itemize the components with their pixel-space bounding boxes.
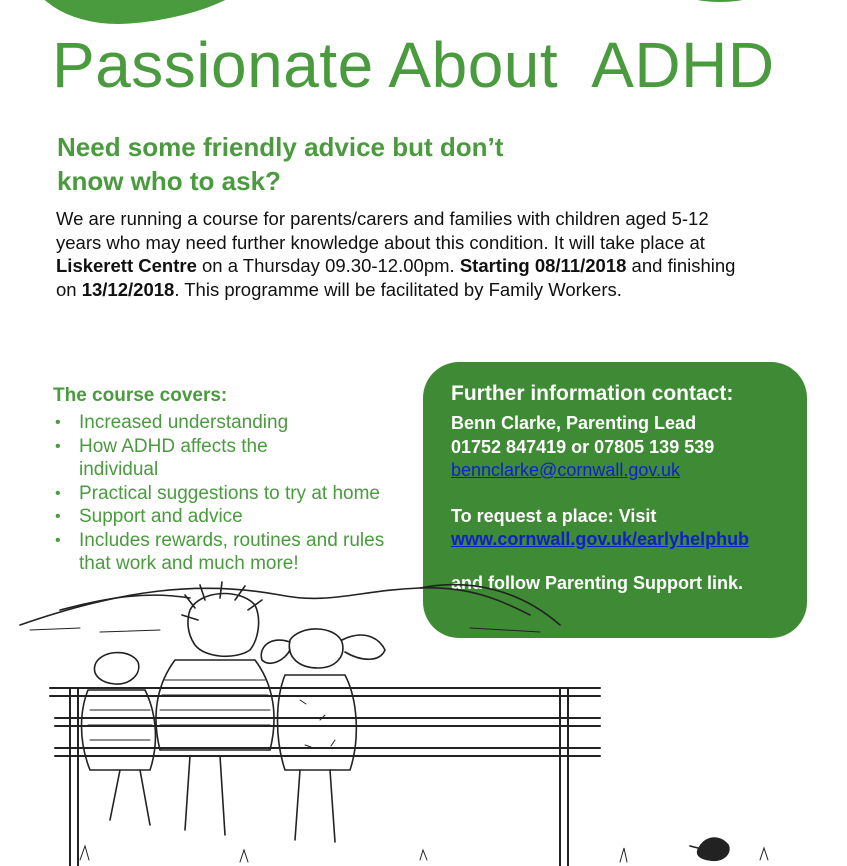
intro-venue: Liskerett Centre — [56, 255, 197, 276]
list-item — [53, 482, 423, 506]
page-title: Passionate About ADHD — [52, 29, 775, 101]
list-item — [53, 505, 423, 529]
follow-link-instruction: and follow Parenting Support link. — [451, 572, 743, 593]
contact-name: Benn Clarke, Parenting Lead — [451, 413, 697, 433]
intro-start-date: 08/11/2018 — [534, 255, 627, 276]
list-item — [53, 435, 309, 482]
children-on-bench-illustration — [0, 570, 847, 866]
list-item — [53, 411, 423, 435]
list-item-text: Support and advice — [79, 506, 243, 527]
subtitle-line-1: Need some friendly advice but don’t — [57, 132, 504, 162]
course-covers-title: The course covers: — [53, 385, 228, 406]
website-link[interactable]: www.cornwall.gov.uk/earlyhelphub — [451, 529, 750, 549]
contact-phones: 01752 847419 or 07805 139 539 — [451, 436, 715, 457]
bullet-icon: • — [55, 414, 61, 431]
bullet-icon: • — [55, 508, 61, 525]
intro-text-3: and finishing on — [56, 255, 736, 300]
intro-text-2: on a Thursday 09.30-12.00pm. — [196, 255, 460, 276]
request-place-label: To request a place: Visit — [451, 505, 657, 526]
intro-text-1: We are running a course for parents/carers and families with children aged 5-12 years who may need further knowledge about this condition. It will take place at — [56, 208, 709, 253]
list-item-text: How ADHD affects the individual — [79, 435, 268, 480]
intro-paragraph — [56, 207, 736, 301]
decorative-swoosh-left — [28, 0, 272, 30]
bullet-icon: • — [55, 437, 61, 455]
course-covers-list — [53, 411, 423, 576]
contact-heading: Further information contact: — [451, 382, 734, 405]
intro-starting-label: Starting — [459, 255, 530, 276]
intro-end-date: 13/12/2018 — [81, 278, 175, 300]
intro-text-4: . This programme will be facilitated by Family Workers. — [174, 278, 622, 300]
list-item-text: Increased understanding — [79, 412, 289, 433]
course-covers-section — [53, 385, 423, 576]
list-item — [53, 529, 409, 576]
contact-email-link[interactable]: bennclarke@cornwall.gov.uk — [451, 460, 681, 480]
list-item-text: Includes rewards, routines and rules that work and much more! — [79, 529, 385, 574]
list-item-text: Practical suggestions to try at home — [79, 482, 380, 504]
decorative-swoosh-right — [690, 0, 750, 2]
bullet-icon: • — [55, 531, 61, 549]
bullet-icon: • — [55, 484, 61, 502]
subtitle — [57, 130, 577, 198]
subtitle-line-2: know who to ask? — [57, 166, 281, 196]
